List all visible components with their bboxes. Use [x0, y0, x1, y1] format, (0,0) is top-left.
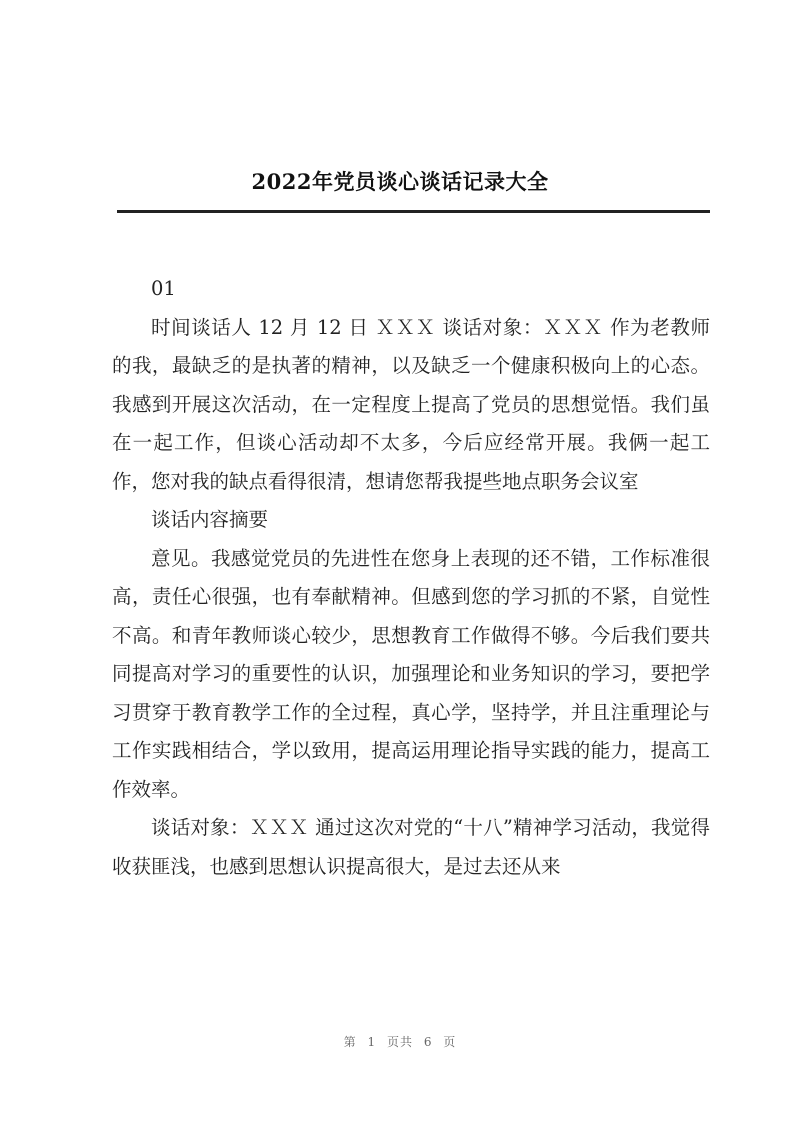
- section-heading: 谈话内容摘要: [151, 508, 269, 531]
- footer-suffix: 页: [443, 1035, 457, 1049]
- page-footer: [0, 1033, 800, 1050]
- body-paragraph: 时间谈话人 12 月 12 日 ＸＸＸ 谈话对象：ＸＸＸ 作为老教师的我，最缺乏的是执著的精神，以及缺乏一个健康积极向上的心态。我感到开展这次活动，在一定程度上提高了党员的思想觉悟。我们虽在一起工作，但谈心活动却不太多，今后应经常开展。我俩一起工作，您对我的缺点看得很清，想请您帮我提些地点职务会议室: [112, 315, 710, 493]
- document-title: 2022年党员谈心谈话记录大全: [251, 169, 549, 194]
- total-pages-number: 6: [423, 1035, 433, 1049]
- footer-prefix: 第: [343, 1035, 357, 1049]
- body-paragraph: 意见。我感觉党员的先进性在您身上表现的还不错，工作标准很高，责任心很强，也有奉献精神。但感到您的学习抓的不紧，自觉性不高。和青年教师谈心较少，思想教育工作做得不够。今后我们要共同提高对学习的重要性的认识，加强理论和业务知识的学习，要把学习贯穿于教育教学工作的全过程，真心学，坚持学，并且注重理论与工作实践相结合，学以致用，提高运用理论指导实践的能力，提高工作效率。: [112, 546, 710, 801]
- section-number: 01: [151, 277, 176, 300]
- title-divider: [117, 210, 710, 213]
- current-page-number: 1: [367, 1035, 377, 1049]
- footer-middle: 页共: [386, 1035, 413, 1049]
- body-paragraph: 谈话对象：ＸＸＸ 通过这次对党的“十八”精神学习活动，我觉得收获匪浅，也感到思想认识提高很大，是过去还从来: [112, 816, 710, 878]
- document-body: [112, 270, 710, 886]
